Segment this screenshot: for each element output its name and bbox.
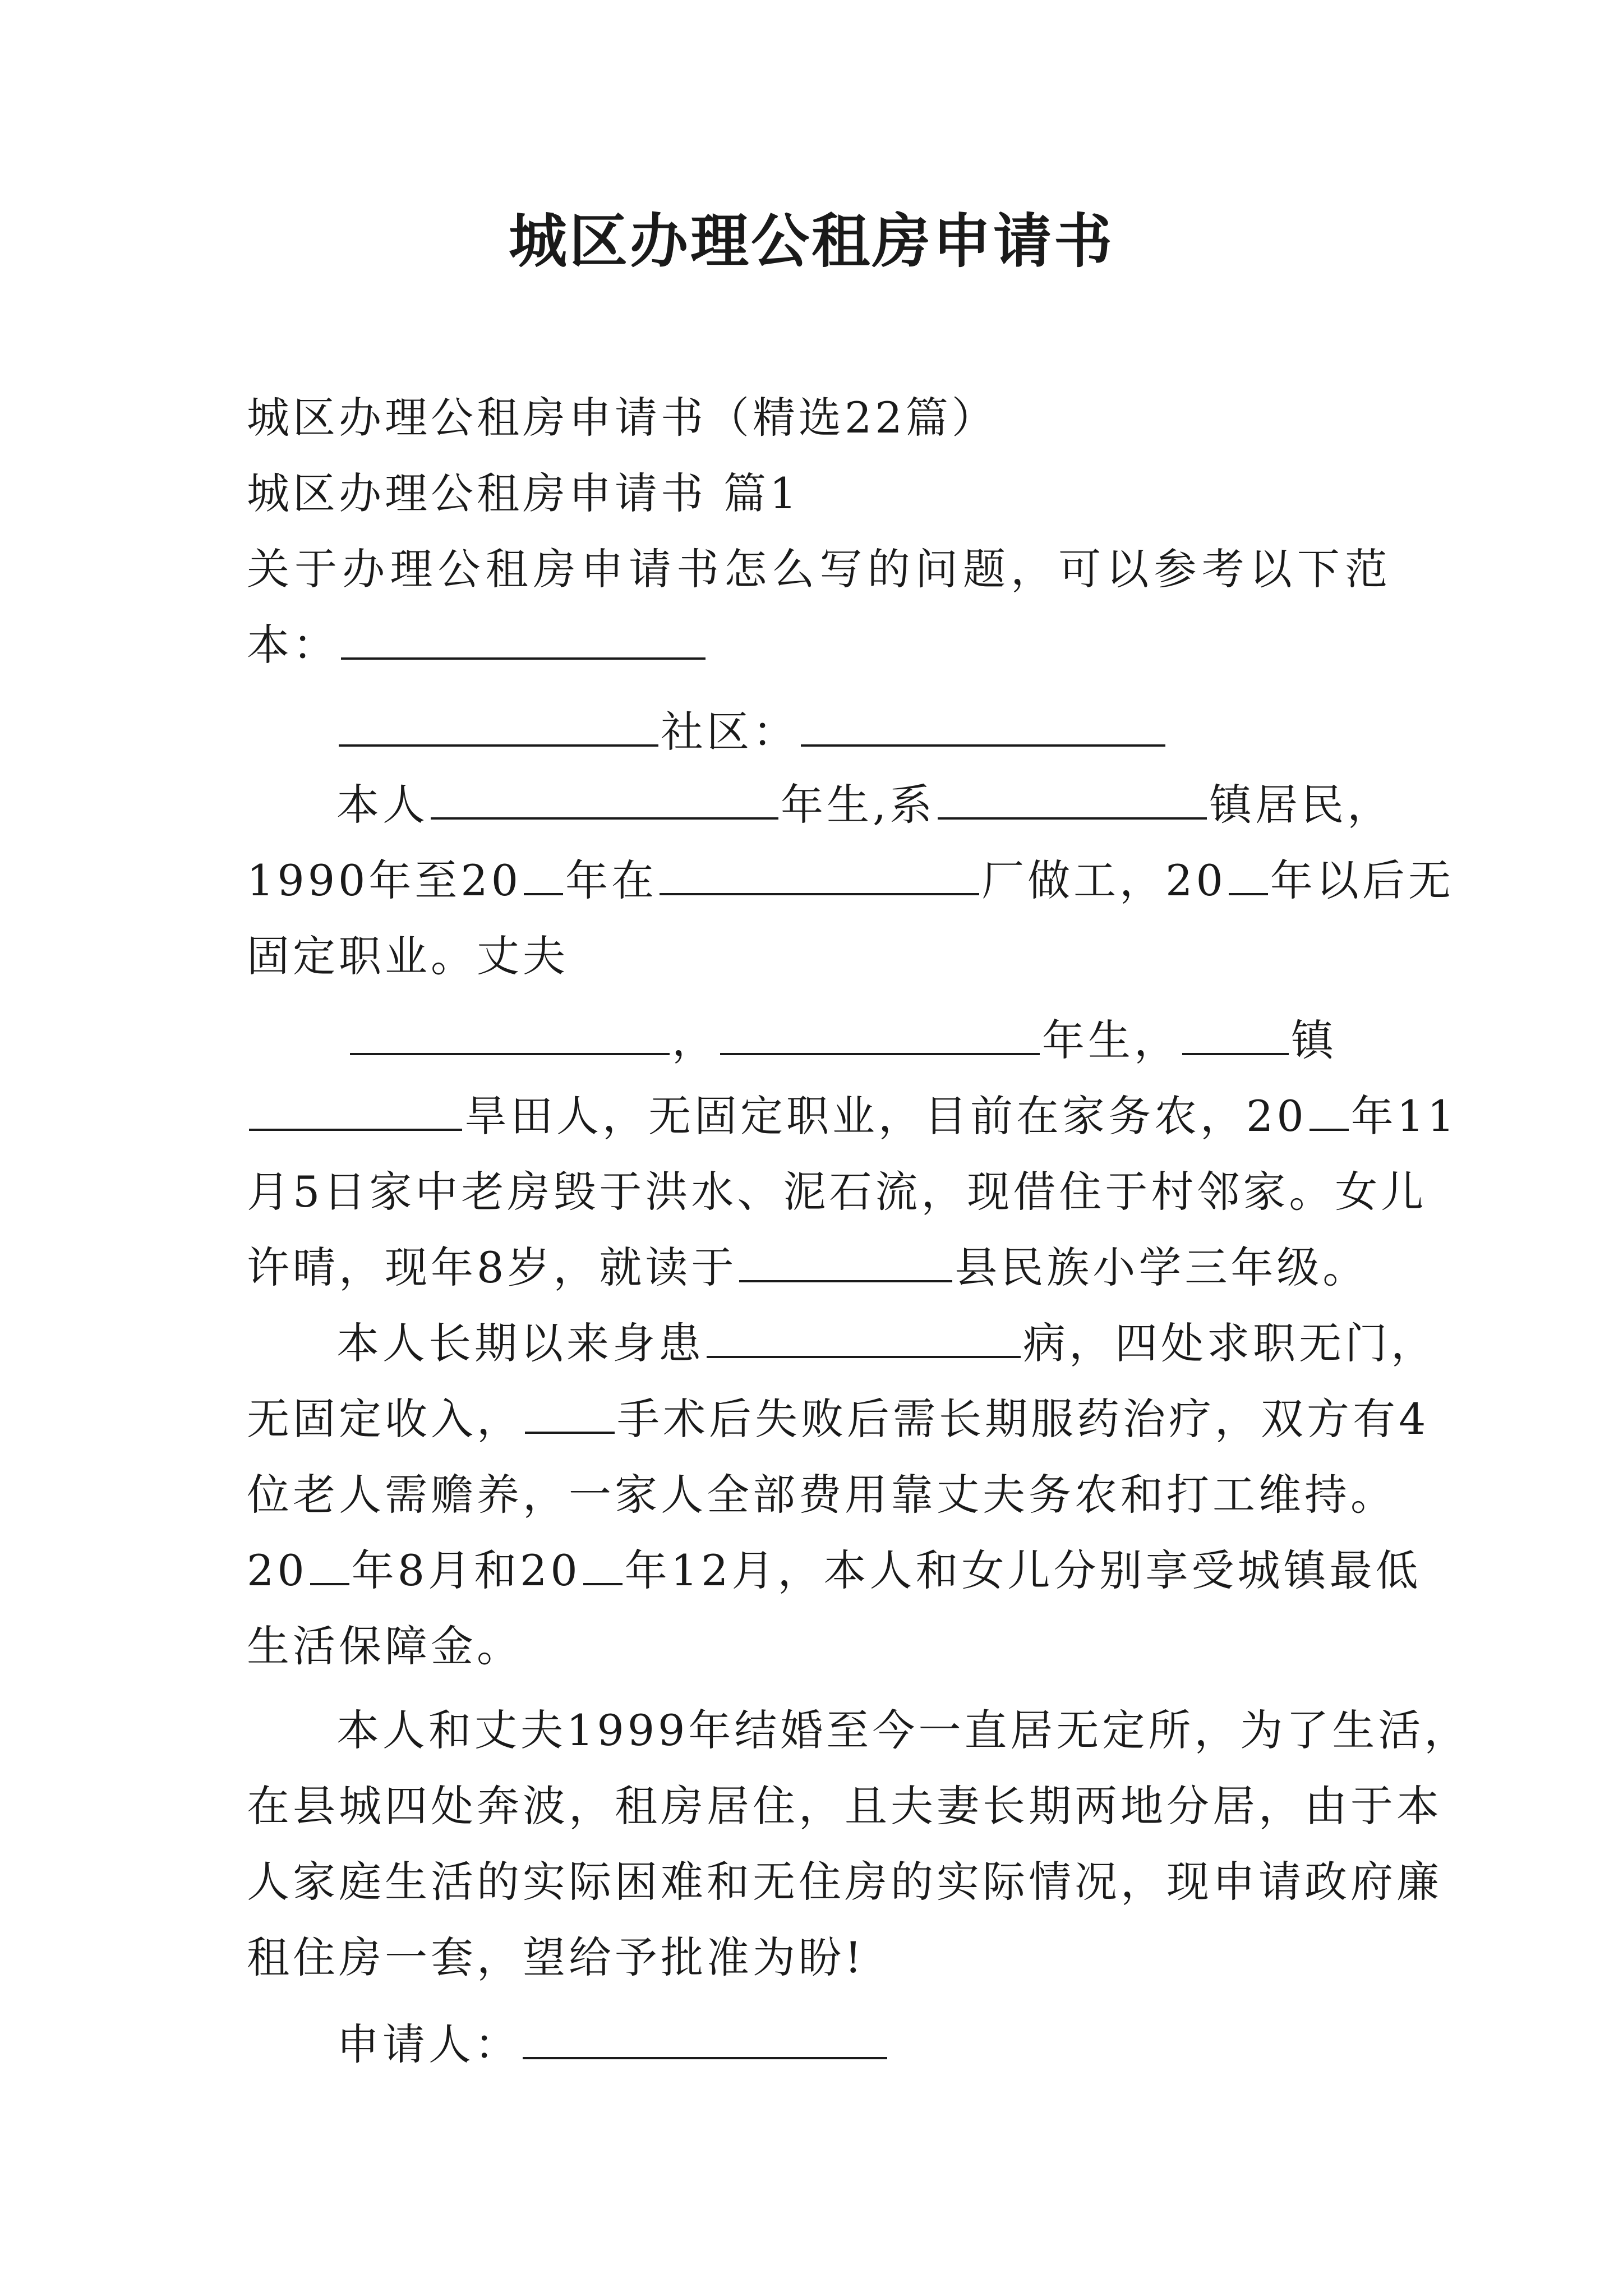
blank-line: [525, 1392, 615, 1434]
applicant-line: 申请人：: [336, 2014, 1391, 2076]
document-title: 城区办理公租房申请书: [508, 206, 1114, 275]
paragraph-3-line-2: 无固定收入， 手术后失败后需长期服药治疗，双方有4: [247, 1388, 1391, 1450]
document-subtitle: 城区办理公租房申请书（精选22篇）: [247, 393, 998, 443]
paragraph-3-line-1: 本人长期以来身患 病，四处求职无门，: [336, 1313, 1391, 1374]
paragraph-2-line-1: ， 年生， 镇: [348, 1010, 1391, 1071]
paragraph-2-line-2: 旱田人，无固定职业，目前在家务农，20 年11: [247, 1085, 1391, 1147]
intro-line-1: 关于办理公租房申请书怎么写的问题，可以参考以下范: [247, 544, 1391, 594]
blank-line: [583, 1544, 623, 1585]
section-heading: 城区办理公租房申请书 篇1: [247, 468, 800, 518]
paragraph-4-line-3: 人家庭生活的实际困难和无住房的实际情况，现申请政府廉: [247, 1857, 1442, 1907]
paragraph-2-line-4: 许晴，现年8岁，就读于 县民族小学三年级。: [247, 1237, 1391, 1299]
intro-line-2: 本：: [247, 614, 1391, 676]
paragraph-1-line-3: 固定职业。丈夫: [247, 931, 569, 981]
blank-line: [1182, 1014, 1289, 1055]
paragraph-3-line-4: 20 年8月和20 年12月，本人和女儿分别享受城镇最低: [247, 1540, 1391, 1602]
paragraph-3-line-3: 位老人需赡养，一家人全部费用靠丈夫务农和打工维持。: [247, 1470, 1396, 1520]
blank-line: [720, 1014, 1040, 1055]
blank-line: [739, 1241, 952, 1282]
paragraph-3-line-5: 生活保障金。: [247, 1621, 523, 1671]
blank-line: [249, 1089, 462, 1131]
community-line: 社区：: [336, 701, 1481, 763]
blank-line: [1310, 1089, 1349, 1131]
blank-line: [339, 705, 658, 747]
blank-line: [341, 618, 706, 660]
paragraph-1-line-1: 本人 年生,系 镇居民，: [336, 774, 1391, 836]
blank-line: [523, 2018, 887, 2059]
blank-line: [310, 1544, 349, 1585]
blank-line: [660, 854, 979, 895]
paragraph-2-line-3: 月5日家中老房毁于洪水、泥石流，现借住于村邻家。女儿: [247, 1167, 1427, 1217]
blank-line: [350, 1014, 670, 1055]
blank-line: [431, 778, 778, 820]
paragraph-4-line-4: 租住房一套，望给予批准为盼!: [247, 1932, 865, 1982]
paragraph-1-line-2: 1990年至20 年在 厂做工，20 年以后无: [247, 850, 1391, 912]
blank-line: [801, 705, 1165, 747]
blank-line: [707, 1317, 1021, 1358]
paragraph-4-line-1: 本人和丈夫1999年结婚至今一直居无定所，为了生活，: [336, 1705, 1470, 1755]
paragraph-4-line-2: 在县城四处奔波，租房居住，且夫妻长期两地分居，由于本: [247, 1781, 1442, 1831]
blank-line: [938, 778, 1207, 820]
blank-line: [524, 854, 563, 895]
blank-line: [1229, 854, 1268, 895]
